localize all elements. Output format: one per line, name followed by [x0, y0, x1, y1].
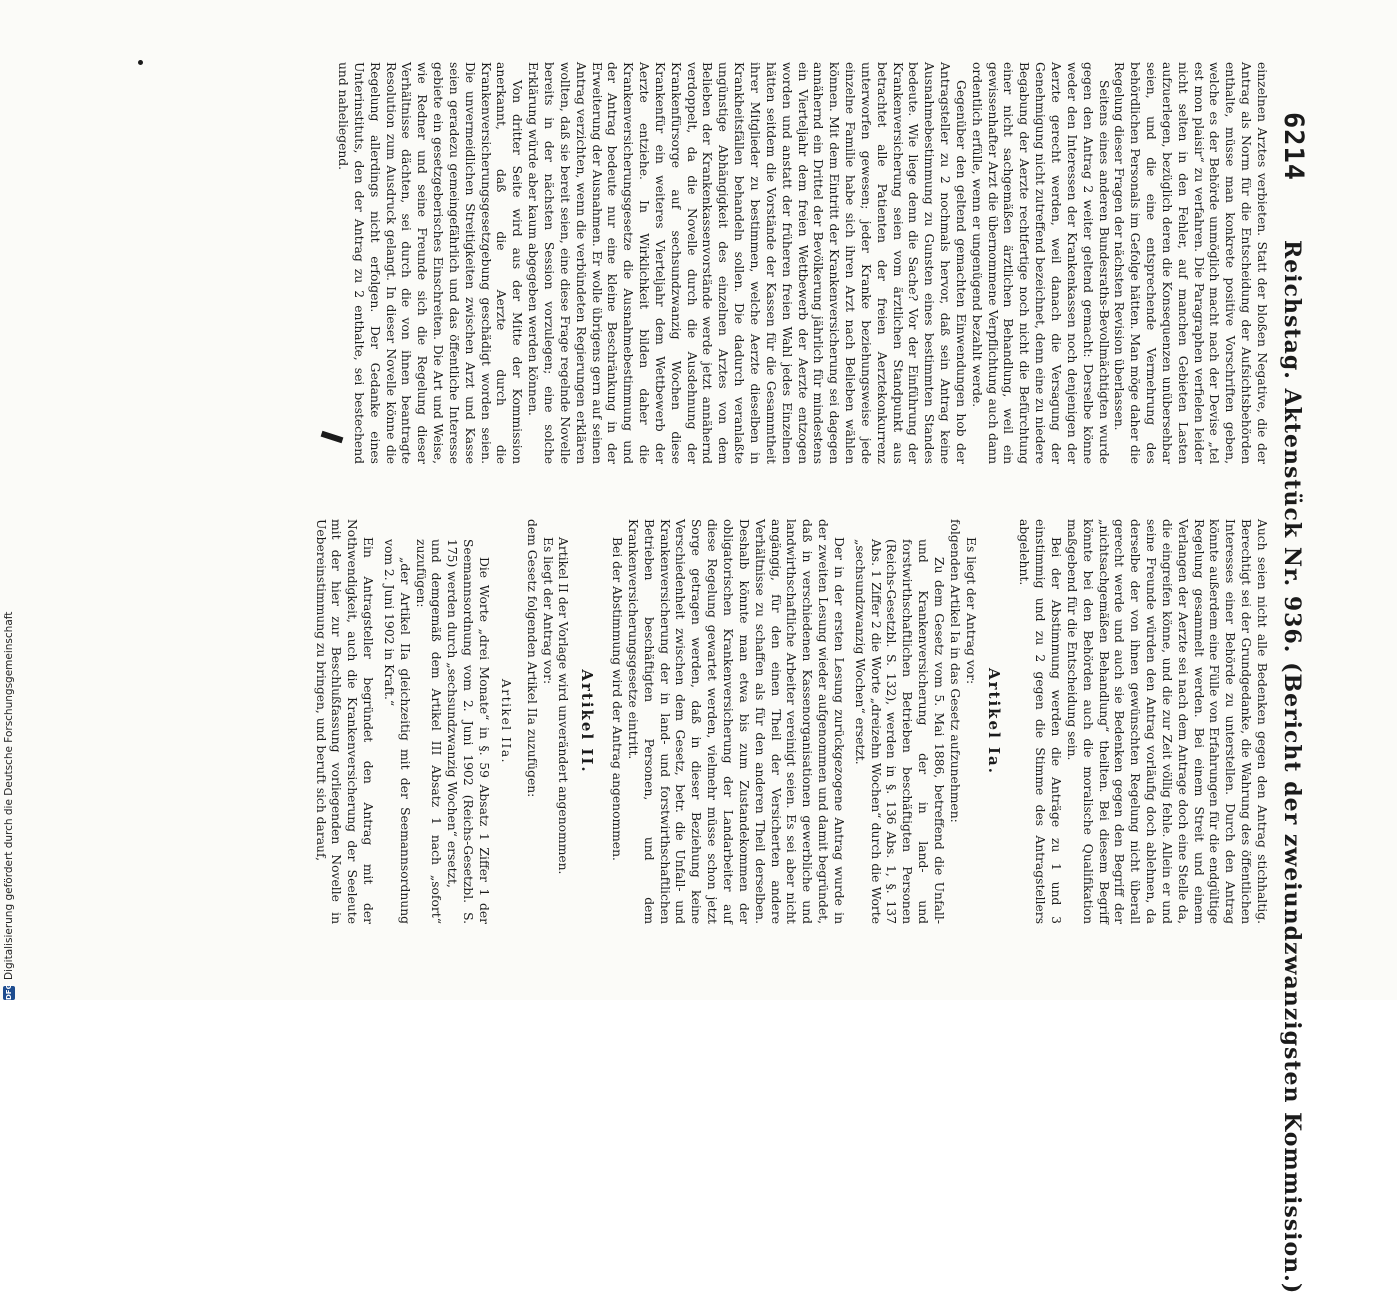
quoted-amendment: Zu dem Gesetz vom 5. Mai 1886, betreffend die Unfall- und Krankenversicherung der in land- und forstwirthschaftlichen Betrieben beschäftigten Personen (Reichs-Gesetzbl. S. 132), werden in §. 136 Abs. 1, §. 137 Abs. 1 Ziffer 2 die Worte „dreizehn Wochen“ durch die Worte „sechsundzwanzig Wochen“ ersetzt. [852, 539, 946, 924]
section-heading-artikel-ia: Artikel Ia. [985, 668, 1004, 775]
paragraph: Artikel II der Vorlage wird unverändert angenommen. [556, 537, 571, 875]
quoted-amendment: „der Artikel IIa gleichzeitig mit der Seemannsordnung vom 2. Juni 1902 in Kraft.“ [381, 539, 412, 924]
paragraph: Es liegt der Antrag vor: [963, 537, 978, 685]
section-subheading-artikel-iia: Artikel IIa. [498, 678, 513, 765]
paragraph: einzelnen Arztes verbieten. Statt der bloßen Negative, die der Antrag als Norm für die Entscheidung der Aufsichtsbehörden enthalte, müsse man konkrete positive Vorschriften geben, welche es der Behörde unmöglich macht nach der Devise „tel est mon plaisir“ zu verfahren. Die Paragraphen verfielen leider nicht selten in den Fehler, auf manchen Gebieten Lasten aufzuerlegen, bezüglich deren die Konsequenzen unübersehbar seien, und die eine entsprechende Vermehrung des behördlichen Personals im Gefolge hätten. Man möge daher die Regelung dieser Fragen der nächsten Revision überlassen. [1112, 62, 1269, 464]
page-header [1273, 0, 1317, 1294]
paragraph: Es liegt der Antrag vor: [540, 537, 555, 685]
paragraph: Seitens eines anderen Bundesraths-Bevollmächtigten wurde gegen den Antrag 2 weiter geltend gemacht: Derselbe könne weder den Interessen der Krankenkassen noch denjenigen der Aerzte gerecht werden, weil danach die Versagung der Genehmigung nicht zutreffend bezeichnet, denn eine zu niedere Begabung der Aerzte rechtfertige noch nicht die Befürchtung einer nicht sachgemäßen ärztlichen Behandlung, weil ein gewissenhafter Arzt die übernommene Verpflichtung auch dann ordentlich erfülle, wenn er ungenügend bezahlt werde. [969, 62, 1111, 464]
paragraph: Bei der Abstimmung wird der Antrag angenommen. [610, 537, 625, 861]
right-column [312, 519, 1269, 924]
paragraph: folgenden Artikel Ia in das Gesetz aufzunehmen: [947, 519, 962, 823]
credit-text: Digitalisierung gefördert durch die Deutsche Forschungsgemeinschaft [3, 611, 15, 980]
paragraph: Gegenüber den geltend gemachten Einwendungen hob der Antragsteller zu 2 nochmals hervor, daß sein Antrag keine Ausnahmebestimmung zu Gunsten eines bestimmten Standes bedeute. Wie liege denn die Sache? Vor der Einführung der Krankenversicherung seien vom ärztlichen Standpunkt aus betrachtet alle Patienten der freien Aerztekonkurrenz unterworfen gewesen; jeder Kranke beziehungsweise jede einzelne Familie habe sich ihren Arzt nach Belieben wählen können. Mit dem Eintritt der Krankenversicherung sei dagegen annähernd ein Drittel der Bevölkerung jährlich für mindestens ein Vierteljahr dem freien Wettbewerb der Aerzte entzogen worden und anstatt der früheren freien Wahl jedes Einzelnen hätten seitdem die Vorstände der Kassen für die Gesammtheit ihrer Mitglieder zu bestimmen, welche Aerzte dieselben in Krankheitsfällen behandeln sollen. Die dadurch veranlaßte ungünstige Abhängigkeit des einzelnen Arztes von dem Belieben der Krankenkassenvorstände werde jetzt annähernd verdoppelt, da die Novelle durch die Ausdehnung der Krankenfürsorge auf sechsundzwanzig Wochen diese Krankenfür ein weiteres Vierteljahr dem Wettbewerb der Aerzte entziehe. In Wirklichkeit bilden daher die Krankenversicherungsgesetze die Ausnahmebestimmung und der Antrag bedeute nur eine kleine Beschränkung in der Erweiterung der Ausnahmen. Er wolle übrigens gern auf seinen Antrag verzichten, wenn die verbündeten Regierungen erklären wollten, daß sie bereit seien, eine diese Frage regelnde Novelle bereits in der nächsten Session vorzulegen; eine solche Erklärung würde aber kaum abgegeben werden können. [526, 62, 968, 464]
paragraph: Der in der ersten Lesung zurückgezogene Antrag wurde in der zweiten Lesung wieder aufgenommen und damit begründet, daß in verschiedenen Kassenorganisationen gewerbliche und landwirthschaftliche Arbeiter vereinigt seien. Es sei aber nicht angängig, für den einen Theil der Versicherten andere Verhältnisse zu schaffen als für den anderen Theil derselben. Deshalb könnte man etwa bis zum Zustandekommen der obligatorischen Krankenversicherung der Landarbeiter auf diese Regelung gewartet werden, vielmehr müsse schon jetzt Sorge getragen werden, daß in dieser Beziehung keine Verschiedenheit zwischen dem Gesetz, betr. die Unfall- und Krankenversicherung der in land- und forstwirthschaftlichen Betrieben beschäftigten Personen, und dem Krankenversicherungsgesetze eintritt. [625, 519, 846, 924]
paragraph: Bei der Abstimmung werden die Anträge zu 1 und 3 einstimmig und zu 2 gegen die Stimme des Antragstellers abgelehnt. [1017, 519, 1064, 924]
page-number: 6214 [1278, 112, 1309, 182]
ink-dot [138, 60, 143, 65]
left-column [334, 62, 1269, 464]
dfg-logo-icon: DFG [5, 983, 13, 1000]
paragraph: Von dritter Seite wird aus der Mitte der Kommission anerkannt, daß die Aerzte durch die Krankenversicherungsgesetzgebung geschädigt worden seien. Die unvermeidlichen Streitigkeiten zwischen Arzt und Kasse seien geradezu gemeingefährlich und das öffentliche Interesse gebiete ein gesetzgeberisches Einschreiten. Die Art und Weise, wie Redner und seine Freunde sich die Regelung dieser Verhältnisse dächten, sei durch die von ihnen beantragte Resolution zum Ausdruck gelangt. In dieser Novelle könne die Regelung allerdings nicht erfolgen. Der Gedanke eines Unterinstituts, den der Antrag zu 2 enthalte, sei bestechend und naheliegend. [336, 62, 525, 464]
quoted-amendment: Die Worte „drei Monate“ in §. 59 Absatz 1 Ziffer 1 der Seemannsordnung vom 2. Juni 1902 (Reichs-Gesetzbl. S. 175) werden durch „sechsundzwanzig Wochen“ ersetzt, [445, 539, 492, 924]
digitization-credit [1, 0, 17, 1000]
paragraph: Auch seien nicht alle Bedenken gegen den Antrag stichhaltig. Berechtigt sei der Grundgedanke, die Wahrung des öffentlichen Interesses einer Behörde zu unterstellen. Durch den Antrag könnte außerdem eine Fülle von Erfahrungen für die endgültige Regelung gesammelt werden. Bei einem Streit und einem Verlangen der Aerzte sei nach dem Antrage doch eine Stelle da, die eingreifen könne, und die zur Zeit völlig fehle. Allein er und seine Freunde würden den Antrag vorläufig doch ablehnen, da derselbe der von ihnen gewünschten Regelung nicht überall gerecht werde und auch sie Bedenken gegen den Begriff der „nichtsachgemäßen Behandlung“ theilten. Bei diesem Begriff könnte bei den Behörden auch die moralische Qualifikation maßgebend für die Entscheidung sein. [1064, 519, 1269, 924]
quoted-amendment: und demgemäß dem Artikel III Absatz 1 nach „sofort“ zuzufügen: [413, 539, 444, 924]
section-heading-artikel-ii: Artikel II. [578, 669, 597, 774]
running-title: Reichstag. Aktenstück Nr. 936. (Bericht der zweiundzwanzigsten Kommission.) [1279, 240, 1305, 1294]
paragraph: Ein Antragsteller begründet den Antrag mit der Nothwendigkeit, auch die Krankenversicherung der Seeleute mit der hier zur Beschlußfassung vorliegenden Novelle in Uebereinstimmung zu bringen, und beruft sich darauf, [313, 519, 376, 924]
paragraph: dem Gesetz folgenden Artikel IIa zuzufügen: [524, 519, 539, 798]
